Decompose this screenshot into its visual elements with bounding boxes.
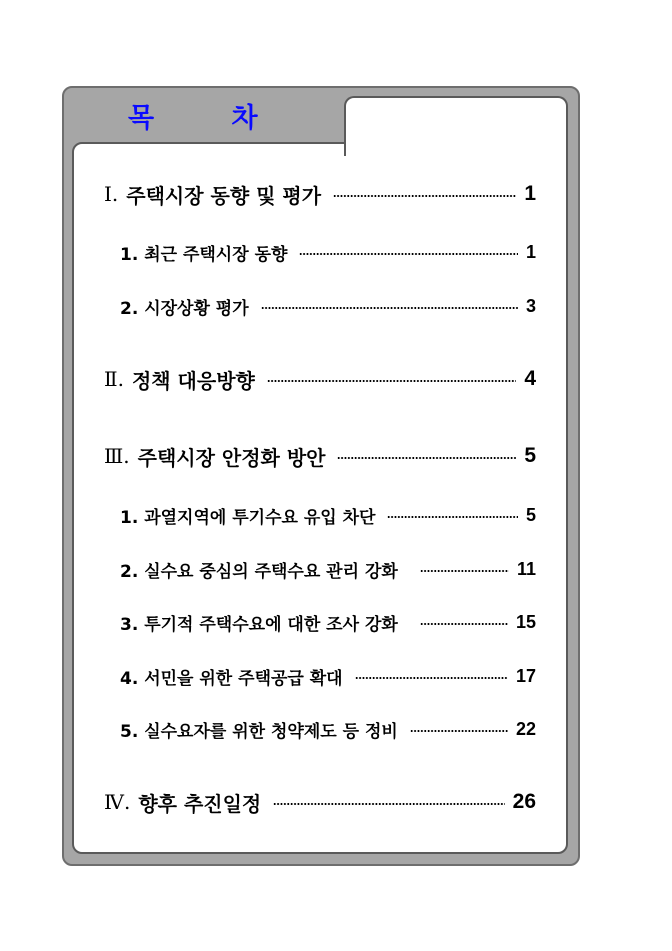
- page-number: 22: [515, 718, 536, 739]
- section-numeral: Ⅱ.: [104, 367, 124, 391]
- toc-item-3-1[interactable]: [120, 501, 536, 529]
- page-number: 11: [516, 558, 536, 579]
- dot-leader: [333, 195, 516, 197]
- toc-item-3-5[interactable]: [120, 715, 536, 743]
- section-label: 주택시장 동향 및 평가: [126, 183, 322, 208]
- toc-item-1-1[interactable]: [120, 238, 536, 266]
- toc-section-2[interactable]: [104, 365, 536, 393]
- page-number: 4: [524, 367, 536, 390]
- toc-item-3-2[interactable]: [120, 555, 536, 583]
- dot-leader: [299, 253, 518, 255]
- section-label: 향후 추진일정: [138, 791, 262, 816]
- section-numeral: Ⅰ.: [104, 182, 119, 206]
- page-number: 5: [525, 504, 536, 525]
- section-label: 정책 대응방향: [131, 368, 255, 393]
- page-number: 1: [525, 241, 536, 262]
- section-numeral: Ⅲ.: [104, 444, 130, 468]
- dot-leader: [420, 570, 509, 572]
- page-number: 1: [524, 182, 536, 205]
- section-label: 주택시장 안정화 방안: [137, 445, 326, 470]
- item-label: 2. 실수요 중심의 주택수요 관리 강화: [120, 561, 398, 582]
- dot-leader: [410, 730, 508, 732]
- page-title: 목 차: [128, 103, 292, 134]
- item-label: 2. 시장상황 평가: [120, 298, 249, 319]
- page-number: 17: [515, 665, 536, 686]
- dot-leader: [420, 623, 508, 625]
- section-numeral: Ⅳ.: [104, 790, 131, 814]
- toc-section-1[interactable]: [104, 180, 536, 208]
- dot-leader: [337, 457, 516, 459]
- page-number: 26: [512, 790, 536, 813]
- dot-leader: [267, 380, 516, 382]
- page-number: 15: [515, 611, 536, 632]
- dot-leader: [273, 803, 504, 805]
- item-label: 3. 투기적 주택수요에 대한 조사 강화: [120, 614, 398, 635]
- dot-leader: [261, 307, 518, 309]
- page-number: 5: [524, 444, 536, 467]
- page-number: 3: [525, 295, 536, 316]
- toc-item-3-4[interactable]: [120, 662, 536, 690]
- toc-section-3[interactable]: [104, 442, 536, 470]
- toc-panel-tab-join: [346, 140, 566, 148]
- toc-section-4[interactable]: [104, 788, 536, 816]
- item-label: 4. 서민을 위한 주택공급 확대: [120, 668, 343, 689]
- item-label: 1. 과열지역에 투기수요 유입 차단: [120, 507, 376, 528]
- dot-leader: [387, 516, 518, 518]
- item-label: 1. 최근 주택시장 동향: [120, 244, 288, 265]
- dot-leader: [355, 677, 508, 679]
- toc-item-3-3[interactable]: [120, 608, 536, 636]
- toc-item-1-2[interactable]: [120, 292, 536, 320]
- item-label: 5. 실수요자를 위한 청약제도 등 정비: [120, 721, 398, 742]
